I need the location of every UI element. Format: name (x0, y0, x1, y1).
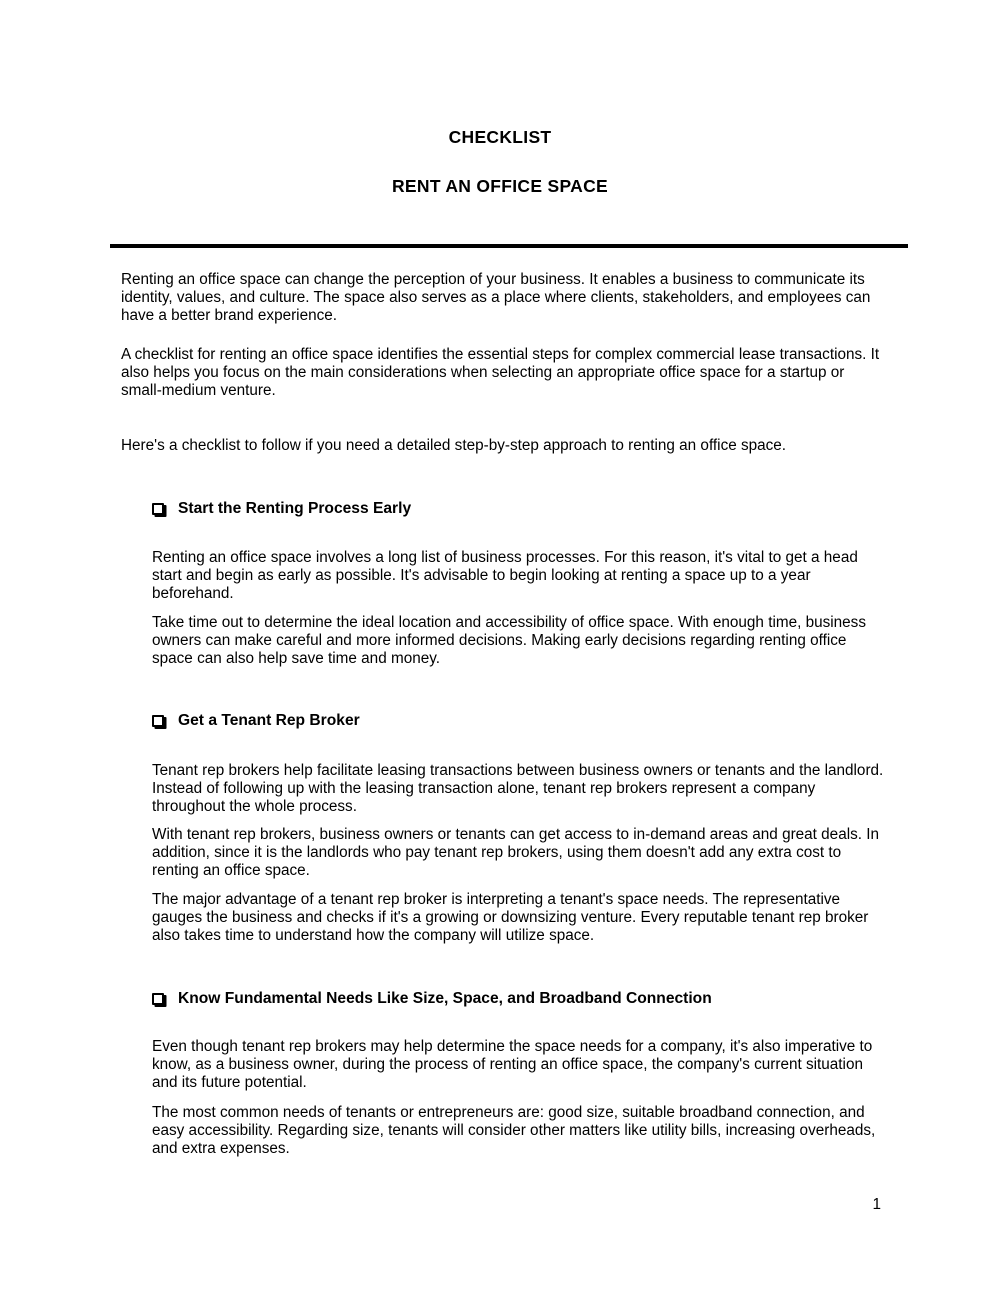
section-1-paragraph: Renting an office space involves a long list of business processes. For this reason, it's vital to get a head start and begin as early as possible. It's advisable to begin looking at renting a space up to a year beforehand. (152, 549, 858, 602)
section-3-heading (152, 989, 712, 1009)
section-2-paragraph: The major advantage of a tenant rep broker is interpreting a tenant's space needs. The representative gauges the business and checks if it's a growing or downsizing venture. Every reputable tenant rep broker also takes time to understand how the company will utilize space. (152, 891, 869, 944)
intro-paragraph: Renting an office space can change the perception of your business. It enables a business to communicate its identity, values, and culture. The space also serves as a place where clients, stakeholders, and employees can have a better brand experience. (121, 271, 871, 324)
section-3-heading-label: Know Fundamental Needs Like Size, Space, and Broadband Connection (178, 990, 712, 1007)
section-1-heading (152, 499, 411, 519)
doc-subtitle: RENT AN OFFICE SPACE (391, 176, 608, 196)
section-2-heading (152, 711, 360, 731)
title-divider (110, 244, 908, 248)
section-2-paragraph: With tenant rep brokers, business owners or tenants can get access to in-demand areas and great deals. In addition, since it is the landlords who pay tenant rep brokers, using them doesn't add any extra cost to renting an office space. (152, 826, 880, 879)
section-1-heading-label: Start the Renting Process Early (178, 500, 412, 517)
checkbox-icon (152, 993, 164, 1005)
lead-in-text: Here's a checklist to follow if you need a detailed step-by-step approach to renting an office space. (121, 437, 787, 454)
section-1-paragraph: Take time out to determine the ideal location and accessibility of office space. With enough time, business owners can make careful and more informed decisions. Making early decisions regarding renting office space can also help save time and money. (152, 614, 866, 667)
checkbox-icon (152, 503, 164, 515)
section-3-paragraph: The most common needs of tenants or entrepreneurs are: good size, suitable broadband connection, and easy accessibility. Regarding size, tenants will consider other matters like utility bills, increasing overheads, and extra expenses. (152, 1104, 876, 1157)
section-3-paragraph: Even though tenant rep brokers may help determine the space needs for a company, it's also imperative to know, as a business owner, during the process of renting an office space, the company's current situation and its future potential. (152, 1038, 873, 1091)
section-2-heading-label: Get a Tenant Rep Broker (178, 712, 360, 729)
page-number: 1 (872, 1196, 881, 1213)
doc-title: CHECKLIST (448, 127, 552, 147)
section-2-paragraph: Tenant rep brokers help facilitate leasing transactions between business owners or tenants and the landlord. Instead of following up with the leasing transaction alone, tenant rep brokers represent a company throughout the whole process. (152, 762, 884, 815)
intro-paragraph: A checklist for renting an office space identifies the essential steps for complex commercial lease transactions. It also helps you focus on the main considerations when selecting an appropriate office space for a startup or small-medium venture. (121, 346, 880, 399)
checkbox-icon (152, 715, 164, 727)
